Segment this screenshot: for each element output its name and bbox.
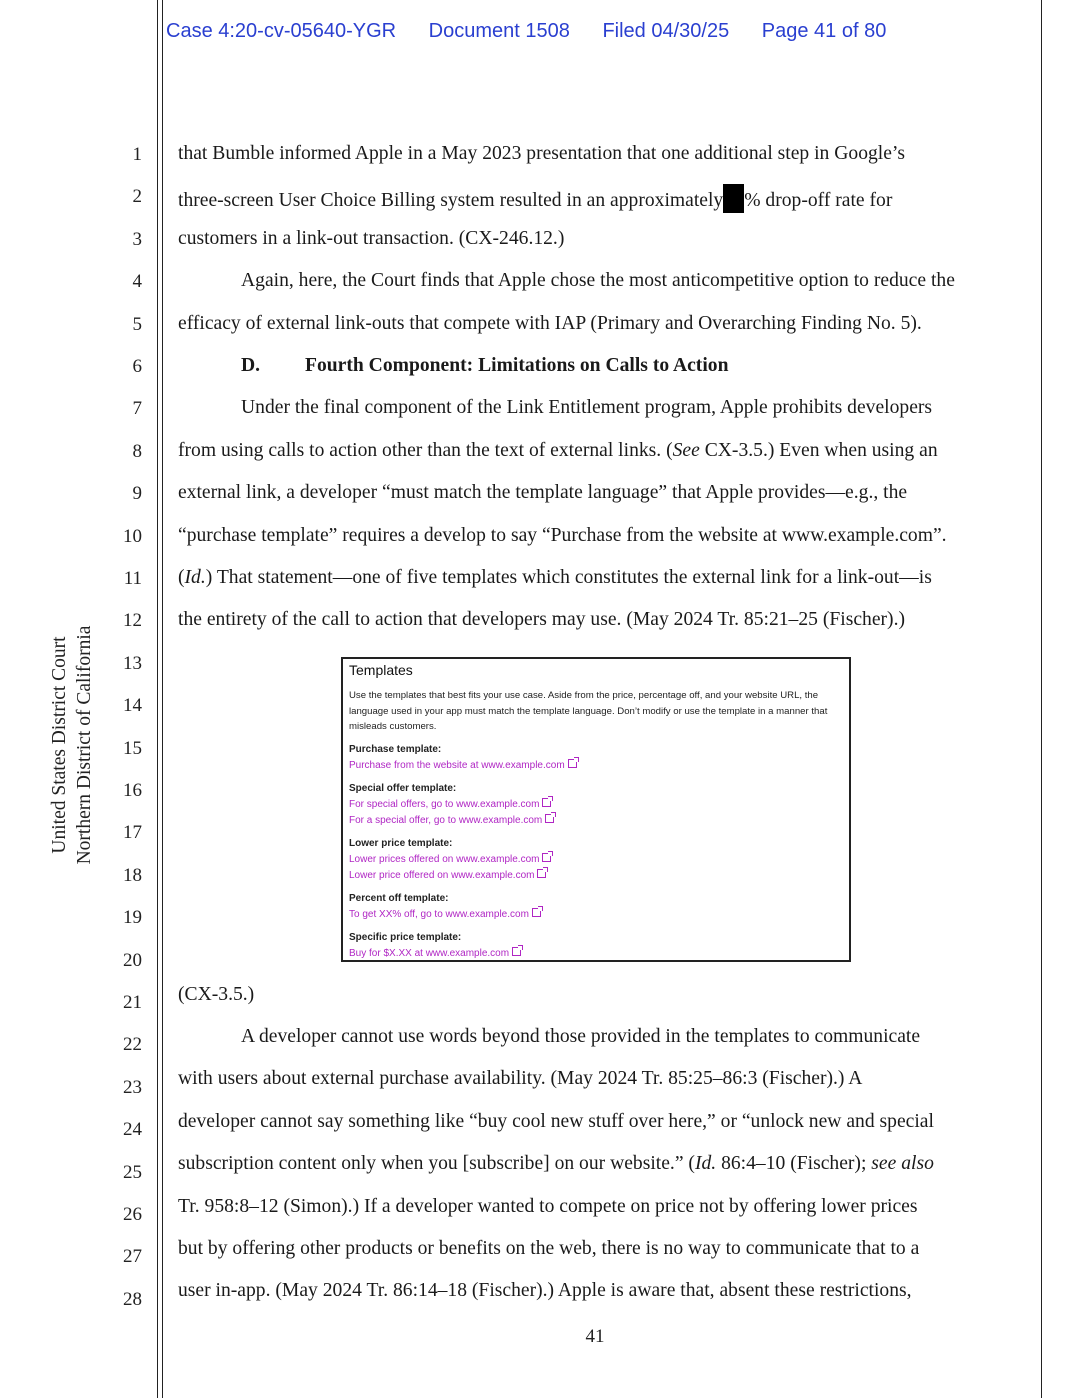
court-name: United States District Court: [49, 636, 70, 854]
line-number: 21: [123, 992, 142, 1013]
line-number: 9: [132, 483, 142, 504]
line-number: 16: [123, 780, 142, 801]
external-link-icon: [568, 759, 577, 768]
line-number: 4: [132, 271, 142, 292]
template-label: Special offer template:: [349, 783, 457, 794]
line-number: 28: [123, 1289, 142, 1310]
text-line-22: A developer cannot use words beyond those provided in the templates to communicate: [241, 1026, 921, 1047]
line-number: 24: [123, 1119, 142, 1140]
text-line-8: from using calls to action other than the text of external links. (See CX-3.5.) Even when using an: [178, 440, 938, 461]
template-link[interactable]: Purchase from the website at www.example.com: [349, 759, 577, 771]
text-line-27: but by offering other products or benefits on the web, there is no way to communicate that to a: [178, 1238, 920, 1259]
template-label: Lower price template:: [349, 838, 453, 849]
text-line-3: customers in a link-out transaction. (CX-246.12.): [178, 228, 565, 249]
line-number: 13: [123, 653, 142, 674]
section-title: Fourth Component: Limitations on Calls to Action: [305, 355, 729, 376]
text-line-10: “purchase template” requires a develop to say “Purchase from the website at www.example.com”.: [178, 525, 947, 546]
line-number: 23: [123, 1077, 142, 1098]
text-line-5: efficacy of external link-outs that compete with IAP (Primary and Overarching Finding No. 5).: [178, 313, 922, 334]
line-number: 19: [123, 907, 142, 928]
right-margin-rule: [1041, 0, 1042, 1398]
templates-description: Use the templates that best fits your use case. Aside from the price, percentage off, and your website URL, the language used in your app must match the template language. Don’t modify or use the template in a manner that misleads customers.: [349, 690, 828, 732]
text-line-26: Tr. 958:8–12 (Simon).) If a developer wanted to compete on price not by offering lower prices: [178, 1196, 918, 1217]
template-label: Specific price template:: [349, 932, 462, 943]
external-link-icon: [542, 798, 551, 807]
line-number: 20: [123, 950, 142, 971]
document-number: Document 1508: [428, 20, 570, 42]
line-number: 6: [132, 356, 142, 377]
line-number: 27: [123, 1246, 142, 1267]
template-link[interactable]: To get XX% off, go to www.example.com: [349, 908, 541, 920]
court-side-caption: [47, 610, 97, 880]
text-line-28: user in-app. (May 2024 Tr. 86:14–18 (Fischer).) Apple is aware that, absent these restrictions,: [178, 1280, 912, 1301]
text-line-9: external link, a developer “must match the template language” that Apple provides—e.g., the: [178, 482, 908, 503]
page-indicator: Page 41 of 80: [761, 20, 887, 42]
external-link-icon: [512, 947, 521, 956]
line-number: 5: [132, 314, 142, 335]
external-link-icon: [545, 814, 554, 823]
line-number: 18: [123, 865, 142, 886]
case-number: Case 4:20-cv-05640-YGR: [166, 20, 397, 42]
text-line-2: three-screen User Choice Billing system resulted in an approximately % drop-off rate for: [178, 184, 1018, 213]
line-number: 15: [123, 738, 142, 759]
line-number: 22: [123, 1034, 142, 1055]
line-number: 25: [123, 1162, 142, 1183]
template-link[interactable]: For a special offer, go to www.example.com: [349, 814, 554, 826]
text-line-1: that Bumble informed Apple in a May 2023 presentation that one additional step in Google’s: [178, 143, 906, 164]
line-number: 7: [132, 398, 142, 419]
text-line-12: the entirety of the call to action that developers may use. (May 2024 Tr. 85:21–25 (Fischer).): [178, 609, 905, 630]
text-line-24: developer cannot say something like “buy cool new stuff over here,” or “unlock new and special: [178, 1111, 934, 1132]
text-line-23: with users about external purchase availability. (May 2024 Tr. 85:25–86:3 (Fischer).) A: [178, 1068, 863, 1089]
external-link-icon: [532, 908, 541, 917]
left-margin-rule-2: [162, 0, 163, 1398]
templates-title: Templates: [349, 662, 413, 678]
section-heading: [241, 354, 1080, 378]
redaction-block: [723, 184, 744, 213]
template-link[interactable]: Lower price offered on www.example.com: [349, 869, 546, 881]
filed-date: Filed 04/30/25: [602, 20, 730, 42]
line-number: 26: [123, 1204, 142, 1225]
line-number: 2: [132, 186, 142, 207]
line-number: 17: [123, 822, 142, 843]
text-line-7: Under the final component of the Link Entitlement program, Apple prohibits developers: [241, 397, 933, 418]
line-number: 11: [123, 568, 142, 589]
template-link[interactable]: Buy for $X.XX at www.example.com: [349, 947, 521, 959]
line-number: 14: [123, 695, 142, 716]
template-label: Purchase template:: [349, 744, 442, 755]
text-line-21: (CX-3.5.): [178, 984, 255, 1005]
line-number: 1: [132, 144, 142, 165]
template-label: Percent off template:: [349, 893, 449, 904]
court-district: Northern District of California: [74, 625, 95, 865]
left-margin-rule-1: [157, 0, 158, 1398]
line-number: 10: [123, 526, 142, 547]
section-label: D.: [241, 355, 261, 376]
template-link[interactable]: Lower prices offered on www.example.com: [349, 853, 551, 865]
line-number: 3: [132, 229, 142, 250]
template-link[interactable]: For special offers, go to www.example.com: [349, 798, 551, 810]
templates-figure: [341, 657, 851, 962]
external-link-icon: [537, 869, 546, 878]
external-link-icon: [542, 853, 551, 862]
text-line-4: Again, here, the Court finds that Apple chose the most anticompetitive option to reduce the: [241, 270, 955, 291]
text-line-25: subscription content only when you [subscribe] on our website.” (Id. 86:4–10 (Fischer); see also: [178, 1153, 934, 1174]
page-number: 41: [585, 1326, 605, 1347]
line-number: 12: [123, 610, 142, 631]
case-header: [166, 20, 913, 43]
line-number: 8: [132, 441, 142, 462]
text-line-11: (Id.) That statement—one of five templates which constitutes the external link for a link-out—is: [178, 567, 932, 588]
